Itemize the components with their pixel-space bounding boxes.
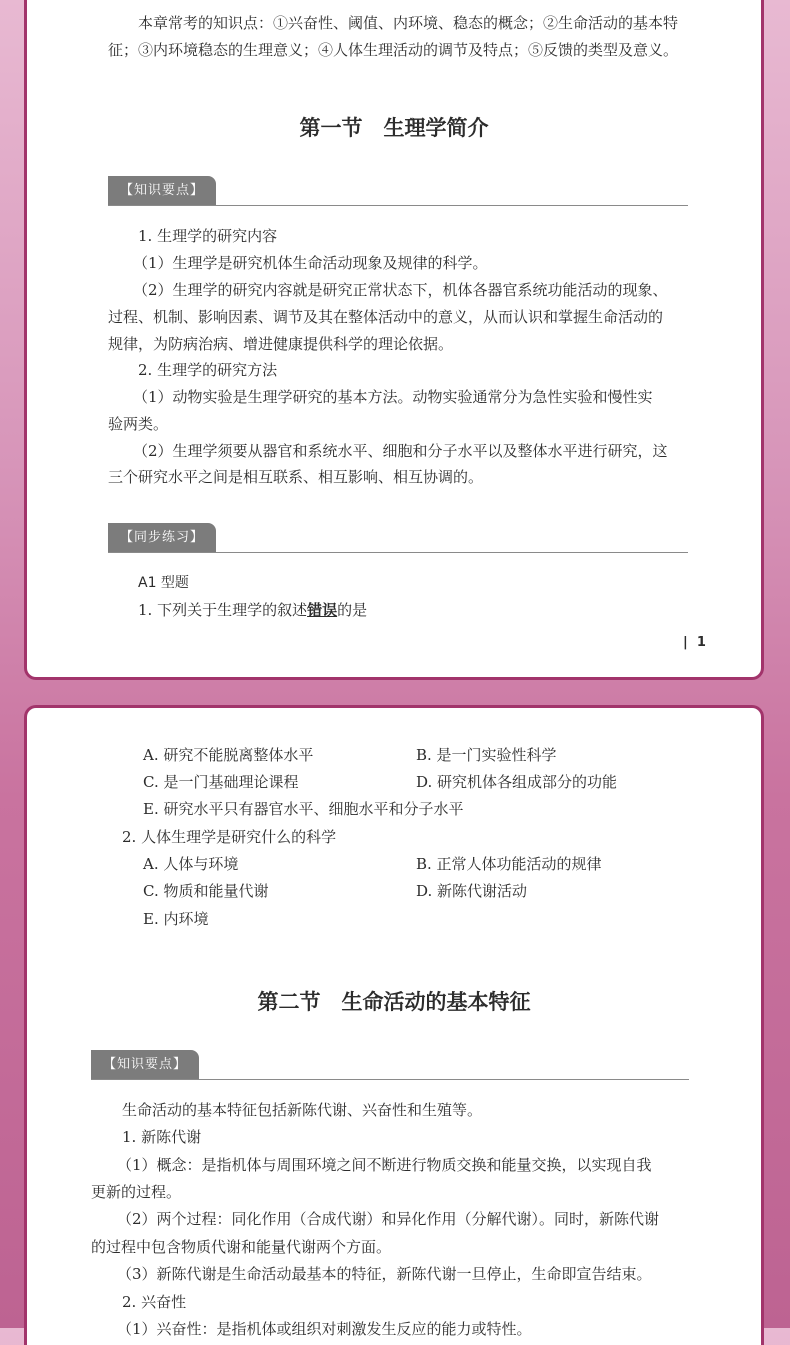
option-c: C. 物质和能量代谢 bbox=[143, 882, 269, 900]
body-line: 规律，为防病治病、增进健康提供科学的理论依据。 bbox=[108, 335, 454, 353]
question-1-suffix: 的是 bbox=[337, 601, 368, 619]
knowledge-points-tag: 【知识要点】 bbox=[108, 176, 216, 206]
option-d: D. 研究机体各组成部分的功能 bbox=[416, 773, 618, 791]
body-line: 的过程中包含物质代谢和能量代谢两个方面。 bbox=[91, 1238, 392, 1256]
page-number-bar: | bbox=[683, 635, 688, 650]
question-1-text: 1. 下列关于生理学的叙述 bbox=[138, 601, 308, 619]
question-1-emphasis: 错误 bbox=[307, 601, 338, 619]
knowledge-points-tag: 【知识要点】 bbox=[91, 1050, 199, 1080]
question-type-label: A1 型题 bbox=[138, 575, 189, 591]
body-line: 更新的过程。 bbox=[91, 1183, 182, 1201]
body-line: 验两类。 bbox=[108, 415, 169, 433]
body-line: 1. 新陈代谢 bbox=[122, 1128, 202, 1146]
body-line: 2. 生理学的研究方法 bbox=[138, 361, 278, 379]
body-line: 生命活动的基本特征包括新陈代谢、兴奋性和生殖等。 bbox=[122, 1101, 483, 1119]
page-number bbox=[683, 635, 706, 650]
option-a: A. 研究不能脱离整体水平 bbox=[143, 746, 314, 764]
page-sheet-2 bbox=[24, 705, 764, 1345]
option-d: D. 新陈代谢活动 bbox=[416, 882, 528, 900]
practice-tag: 【同步练习】 bbox=[108, 523, 216, 553]
page-number-value: 1 bbox=[696, 635, 706, 650]
body-line: （1）概念：是指机体与周围环境之间不断进行物质交换和能量交换，以实现自我 bbox=[117, 1156, 652, 1174]
section-title-1: 第一节 生理学简介 bbox=[299, 116, 489, 140]
body-line: 过程、机制、影响因素、调节及其在整体活动中的意义，从而认识和掌握生命活动的 bbox=[108, 308, 664, 326]
section-title-2: 第二节 生命活动的基本特征 bbox=[257, 990, 531, 1014]
question-2: 2. 人体生理学是研究什么的科学 bbox=[122, 828, 337, 846]
divider bbox=[108, 205, 688, 206]
intro-text-line-2: 征；③内环境稳态的生理意义；④人体生理活动的调节及特点；⑤反馈的类型及意义。 bbox=[108, 41, 679, 59]
body-line: 1. 生理学的研究内容 bbox=[138, 227, 278, 245]
page-sheet-1 bbox=[24, 0, 764, 680]
option-a: A. 人体与环境 bbox=[143, 855, 239, 873]
body-line: （1）兴奋性：是指机体或组织对刺激发生反应的能力或特性。 bbox=[117, 1320, 532, 1338]
body-line: （2）生理学须要从器官和系统水平、细胞和分子水平以及整体水平进行研究，这 bbox=[133, 442, 668, 460]
option-e: E. 内环境 bbox=[143, 910, 209, 928]
divider bbox=[108, 552, 688, 553]
body-line: 三个研究水平之间是相互联系、相互影响、相互协调的。 bbox=[108, 468, 484, 486]
body-line: （2）两个过程：同化作用（合成代谢）和异化作用（分解代谢）。同时，新陈代谢 bbox=[117, 1210, 660, 1228]
option-e: E. 研究水平只有器官水平、细胞水平和分子水平 bbox=[143, 800, 464, 818]
body-line: （1）生理学是研究机体生命活动现象及规律的科学。 bbox=[133, 254, 488, 272]
intro-text-line-1: 本章常考的知识点：①兴奋性、阈值、内环境、稳态的概念；②生命活动的基本特 bbox=[138, 14, 679, 32]
option-b: B. 正常人体功能活动的规律 bbox=[416, 855, 602, 873]
divider bbox=[91, 1079, 689, 1080]
option-c: C. 是一门基础理论课程 bbox=[143, 773, 299, 791]
body-line: （1）动物实验是生理学研究的基本方法。动物实验通常分为急性实验和慢性实 bbox=[133, 388, 653, 406]
body-line: （3）新陈代谢是生命活动最基本的特征，新陈代谢一旦停止，生命即宣告结束。 bbox=[117, 1265, 652, 1283]
option-b: B. 是一门实验性科学 bbox=[416, 746, 557, 764]
body-line: 2. 兴奋性 bbox=[122, 1293, 187, 1311]
question-1 bbox=[138, 599, 367, 621]
body-line: （2）生理学的研究内容就是研究正常状态下，机体各器官系统功能活动的现象、 bbox=[133, 281, 668, 299]
